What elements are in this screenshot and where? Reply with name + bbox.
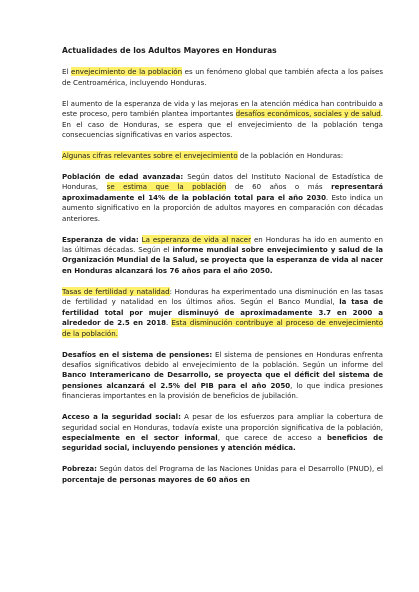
text: . En el caso de Honduras, se espera que el envejecimiento de la población tenga consecuencias significativas en varios aspectos. (62, 109, 383, 140)
text: de 60 años o más (226, 182, 332, 192)
bold-text: Banco Interamericano de Desarrollo, se proyecta que el déficit del sistema de pensiones alcanzará el 2.5% del PIB para el año 2050 (62, 370, 383, 390)
text: El sistema de pensiones en Honduras enfrenta desafíos significativos debido al envejecimiento de la población. Según un informe del (62, 349, 383, 369)
highlight: envejecimiento de la población (70, 67, 183, 77)
paragraph-elderly-population (62, 172, 383, 224)
paragraph-poverty (62, 464, 383, 485)
paragraph-life-expectancy-increase (62, 99, 383, 141)
bold-text: beneficios de seguridad social, incluyendo pensiones y atención médica. (62, 432, 383, 453)
section-label: Esperanza de vida: (62, 234, 139, 244)
text: de la población en Honduras: (237, 151, 344, 161)
highlight: Algunas cifras relevantes sobre el envejecimiento (62, 151, 238, 161)
bold-text: especialmente en el sector informal (62, 432, 218, 442)
text: , que carece de acceso a (217, 432, 328, 442)
bold-text: porcentaje de personas mayores de 60 años en (62, 474, 250, 484)
section-label: Acceso a la seguridad social: (62, 412, 181, 422)
text: A pesar de los esfuerzos para ampliar la cobertura de seguridad social en Honduras, todavía existe una proporción significativa de la población, (62, 412, 384, 432)
paragraph-relevant-figures (62, 151, 383, 161)
section-label: Pobreza: (62, 464, 97, 474)
text: Según datos del Programa de las Naciones Unidas para el Desarrollo (PNUD), el (96, 464, 383, 474)
bold-text: la tasa de fertilidad total por mujer disminuyó de aproximadamente 3.7 en 2000 a alrededor de 2.5 en 2018 (62, 297, 383, 328)
document-title: Actualidades de los Adultos Mayores en Honduras (62, 46, 277, 55)
highlight: desafíos económicos, sociales y de salud (235, 109, 381, 119)
text: El (62, 67, 71, 77)
section-label: Población de edad avanzada: (62, 172, 184, 182)
highlight: La esperanza de vida al nacer (141, 234, 252, 244)
text: , lo que indica presiones financieras importantes en la provisión de beneficios de jubilación. (62, 380, 383, 401)
text: . Esto indica un aumento significativo en la proporción de adultos mayores en comparación con décadas anteriores. (62, 192, 383, 223)
highlight: se estima que la población (106, 182, 227, 192)
section-label: Desafíos en el sistema de pensiones: (62, 349, 213, 359)
paragraph-pension-challenges (62, 350, 383, 402)
highlight: Esta disminución contribuye al proceso de envejecimiento de la población. (62, 318, 384, 338)
text: Según datos del Instituto Nacional de Estadística de Honduras, (62, 172, 384, 192)
text: es un fenómeno global que también afecta a los países de Centroamérica, incluyendo Honduras. (62, 67, 383, 87)
paragraph-intro (62, 67, 383, 88)
paragraph-social-security (62, 412, 383, 454)
text: en Honduras ha ido en aumento en las últimas décadas. Según el (62, 234, 383, 255)
paragraph-fertility-rates (62, 287, 383, 339)
text: . (166, 318, 172, 328)
bold-text: informe mundial sobre envejecimiento y salud de la Organización Mundial de la Salud, se proyecta que la esperanza de vida al nacer en Honduras alcanzará los 76 años para el año 2050. (62, 245, 384, 275)
highlight: Tasas de fertilidad y natalidad (62, 286, 170, 296)
text: El aumento de la esperanza de vida y las mejoras en la atención médica han contribuido a este proceso, pero también plantea importantes (62, 98, 383, 119)
paragraph-life-expectancy (62, 235, 383, 277)
bold-text: representará aproximadamente el 14% de la población total para el año 2030 (62, 182, 383, 202)
text: : Honduras ha experimentado una disminución en las tasas de fertilidad y natalidad en los últimos años. Según el Banco Mundial, (62, 286, 383, 307)
